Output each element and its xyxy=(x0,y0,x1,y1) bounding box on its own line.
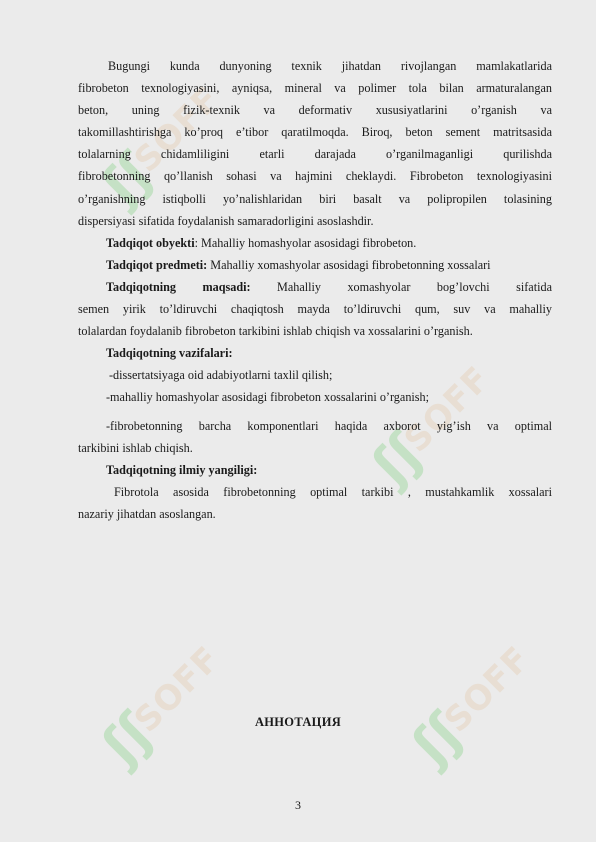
intro-line: dispersiyasi sifatida foydalanish samaradorligini asoslashdir. xyxy=(78,213,374,228)
intro-line: beton, uning fizik-texnik va deformativ xususiyatlarini o’rganish va xyxy=(78,103,552,118)
page-number: 3 xyxy=(295,798,301,812)
intro-line: o’rganishning istiqbolli yo’nalishlaridan biri basalt va polipropilen tolasining xyxy=(78,191,552,206)
intro-line: tolalarning chidamliligini etarli darajada o’rganilmaganligi qurilishda xyxy=(78,147,552,162)
research-object xyxy=(78,232,552,254)
research-aim-line: tolalardan foydalanib fibrobeton tarkibini ishlab chiqish va xossalarini o’rganish. xyxy=(78,324,473,339)
watermark-logo: ʃʃ SOFF xyxy=(401,638,539,776)
task-item: -fibrobetonning barcha komponentlari haqida axborot yig’ish va optimal xyxy=(106,418,552,433)
intro-line: Bugungi kunda dunyoning texnik jihatdan rivojlangan mamlakatlarida xyxy=(108,59,552,73)
research-object-text: : Mahalliy homashyolar asosidagi fibrobeton. xyxy=(194,235,417,250)
task-item: -dissertatsiyaga oid adabiyotlarni taxlil qilish; xyxy=(109,368,333,383)
research-aim-line: semen yirik to’ldiruvchi chaqiqtosh mayda to’ldiruvchi qum, suv va mahalliy xyxy=(78,302,552,317)
watermark-logo: ʃʃ SOFF xyxy=(361,358,499,496)
research-subject-text: Mahalliy xomashyolar asosidagi fibrobetonning xossalari xyxy=(207,257,491,272)
novelty-line: nazariy jihatdan asoslangan. xyxy=(78,506,216,521)
research-aim-label: Tadqiqotning maqsadi: xyxy=(106,279,251,294)
intro-line: fibrobetonning qo’llanish sohasi va hajmini cheklaydi. Fibrobeton texnologiyasini xyxy=(78,169,552,184)
research-subject-label: Tadqiqot predmeti: xyxy=(106,257,208,272)
watermark-logo: ʃʃ SOFF xyxy=(91,638,229,776)
research-subject xyxy=(78,254,552,276)
tasks-heading: Tadqiqotning vazifalari: xyxy=(106,346,233,361)
intro-line: takomillashtirishga ko’proq e’tibor qaratilmoqda. Biroq, beton sement matritsasida xyxy=(78,125,552,140)
intro-line: fibrobeton texnologiyasini, ayniqsa, mineral va polimer tola bilan armaturalangan xyxy=(78,81,552,96)
research-object-label: Tadqiqot obyekti xyxy=(106,235,195,250)
research-aim-line: Tadqiqotning maqsadi: Mahalliy xomashyolar bog’lovchi sifatida xyxy=(106,279,552,294)
body-text xyxy=(78,55,552,525)
novelty-line: Fibrotola asosida fibrobetonning optimal tarkibi , mustahkamlik xossalari xyxy=(114,484,552,499)
task-item: tarkibini ishlab chiqish. xyxy=(78,440,193,455)
annotation-title: АННОТАЦИЯ xyxy=(254,715,342,729)
task-item: -mahalliy homashyolar asosidagi fibrobeton xossalarini o’rganish; xyxy=(106,390,430,405)
novelty-heading: Tadqiqotning ilmiy yangiligi: xyxy=(106,462,258,477)
watermark-logo: ʃʃ SOFF xyxy=(91,78,229,216)
